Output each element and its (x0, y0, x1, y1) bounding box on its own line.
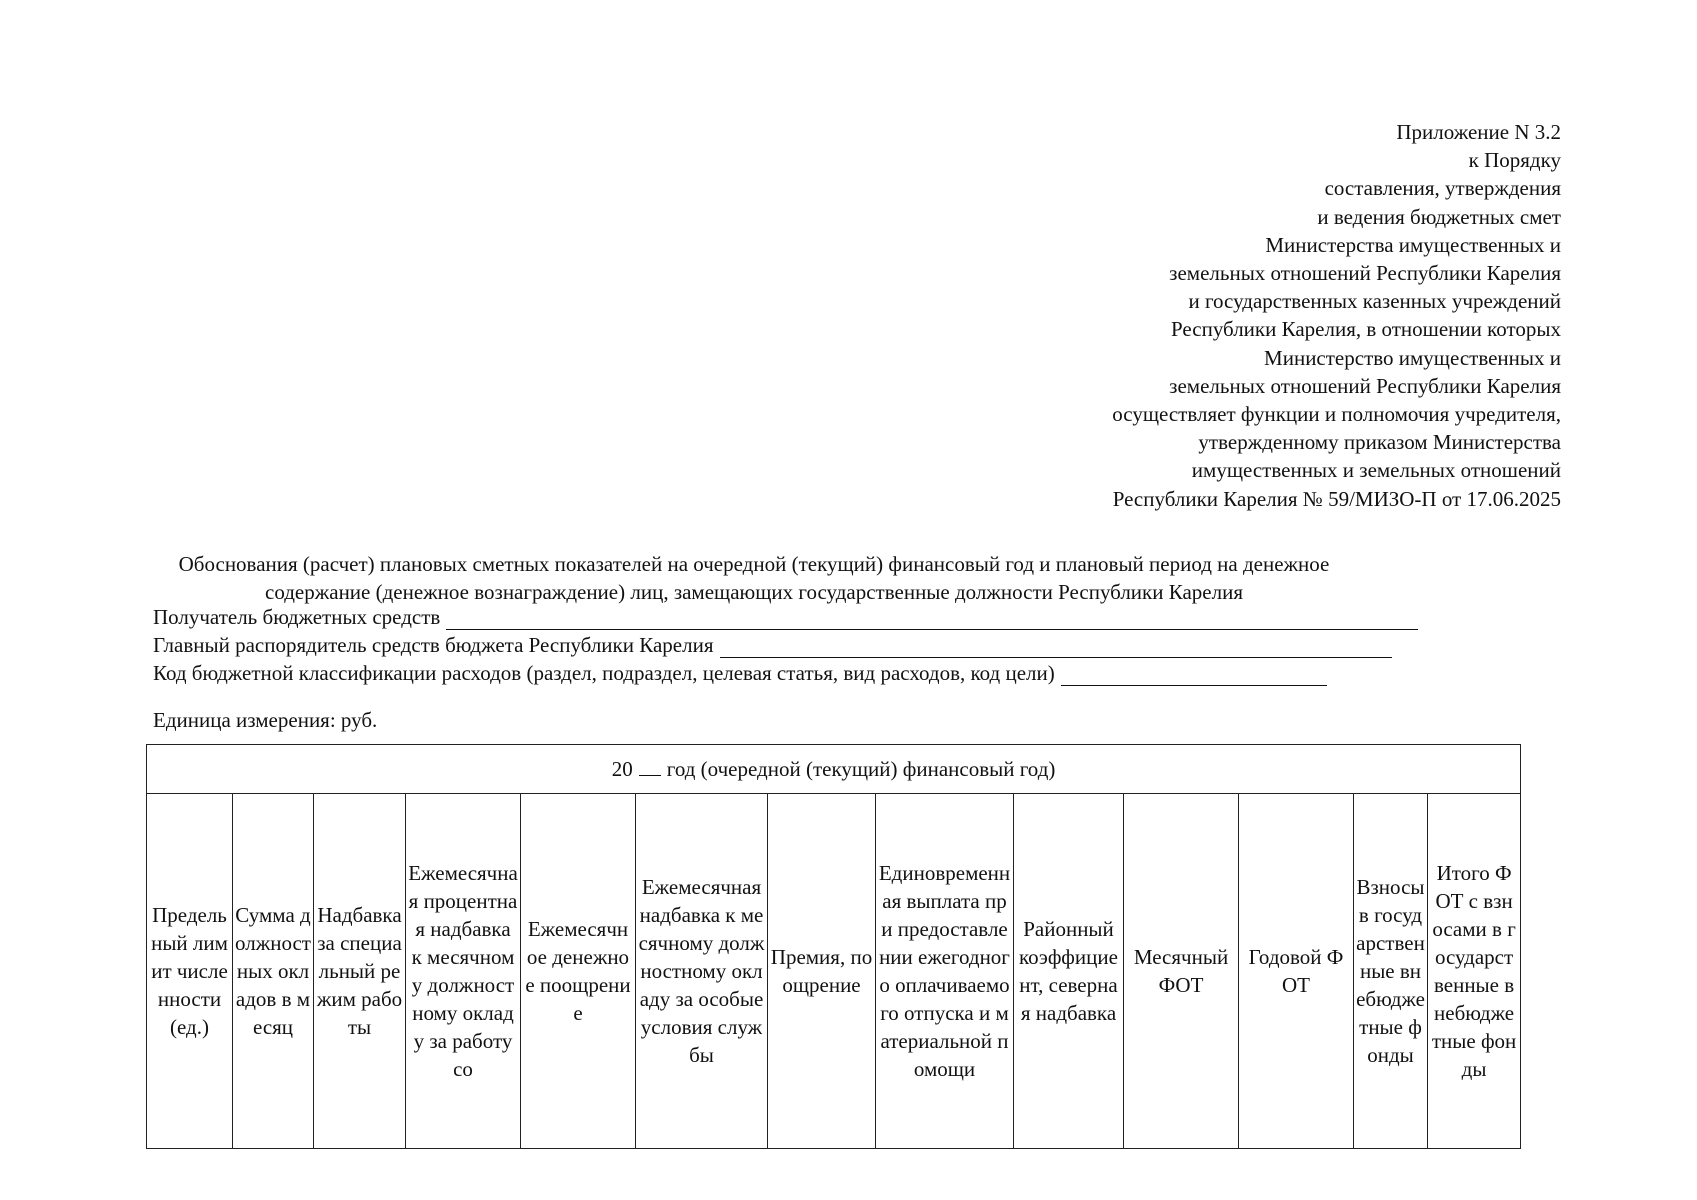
salary-table (146, 744, 1521, 1149)
code-blank[interactable] (1061, 665, 1327, 686)
recipient-blank[interactable] (446, 609, 1418, 630)
manager-blank[interactable] (720, 637, 1392, 658)
appendix-line: земельных отношений Республики Карелия (1169, 373, 1561, 398)
recipient-label: Получатель бюджетных средств (153, 605, 441, 629)
column-header: Ежемесячная процентная надбавка к месячному должностному окладу за работу со (406, 794, 521, 1149)
column-header: Итого ФОТ с взносами в государственные внебюджетные фонды (1428, 794, 1521, 1149)
column-header: Районный коэффициент, северная надбавка (1014, 794, 1124, 1149)
appendix-line: Министерство имущественных и (1264, 345, 1561, 370)
column-header: Предельный лимит численности (ед.) (147, 794, 233, 1149)
title-line-1: Обоснования (расчет) плановых сметных показателей на очередной (текущий) финансовый год и плановый период на денежное (178, 552, 1330, 576)
appendix-line: и государственных казенных учреждений (1188, 289, 1561, 314)
appendix-line: Республики Карелия, в отношении которых (1171, 317, 1561, 342)
title-line-2: содержание (денежное вознаграждение) лиц, замещающих государственные должности Республики Карелия (265, 580, 1243, 604)
year-header (147, 745, 1521, 794)
appendix-line: Министерства имущественных и (1265, 232, 1561, 257)
column-header: Премия, поощрение (768, 794, 876, 1149)
appendix-line: земельных отношений Республики Карелия (1169, 261, 1561, 286)
appendix-line: Республики Карелия № 59/МИЗО-П от 17.06.2025 (1112, 486, 1561, 511)
column-header: Надбавка за специальный режим работы (314, 794, 406, 1149)
column-header: Ежемесячное денежное поощрение (521, 794, 636, 1149)
column-header: Взносы в государственные внебюджетные фонды (1354, 794, 1428, 1149)
appendix-line: и ведения бюджетных смет (1317, 204, 1561, 229)
year-blank[interactable] (639, 757, 661, 776)
column-header: Единовременная выплата при предоставлении ежегодного оплачиваемого отпуска и материальной помощи (876, 794, 1014, 1149)
manager-field (153, 632, 1392, 658)
document-title (148, 550, 1360, 606)
year-prefix: 20 (611, 757, 633, 781)
column-header: Годовой ФОТ (1239, 794, 1354, 1149)
appendix-line: составления, утверждения (1324, 176, 1561, 201)
appendix-line: Приложение N 3.2 (1396, 120, 1561, 144)
recipient-field (153, 604, 1418, 630)
code-field (153, 660, 1327, 686)
manager-label: Главный распорядитель средств бюджета Республики Карелия (153, 633, 714, 657)
code-label: Код бюджетной классификации расходов (раздел, подраздел, целевая статья, вид расходов, код цели) (153, 661, 1055, 685)
column-header: Сумма должностных окладов в месяц (233, 794, 314, 1149)
appendix-line: к Порядку (1468, 148, 1561, 173)
year-suffix: год (очередной (текущий) финансовый год) (666, 757, 1056, 781)
column-header: Месячный ФОТ (1124, 794, 1239, 1149)
appendix-line: осуществляет функции и полномочия учредителя, (1112, 402, 1561, 427)
appendix-block (1112, 118, 1561, 513)
appendix-line: утвержденному приказом Министерства (1198, 430, 1561, 455)
column-header: Ежемесячная надбавка к месячному должностному окладу за особые условия службы (636, 794, 768, 1149)
appendix-line: имущественных и земельных отношений (1191, 458, 1561, 483)
unit-of-measure: Единица измерения: руб. (153, 708, 378, 732)
